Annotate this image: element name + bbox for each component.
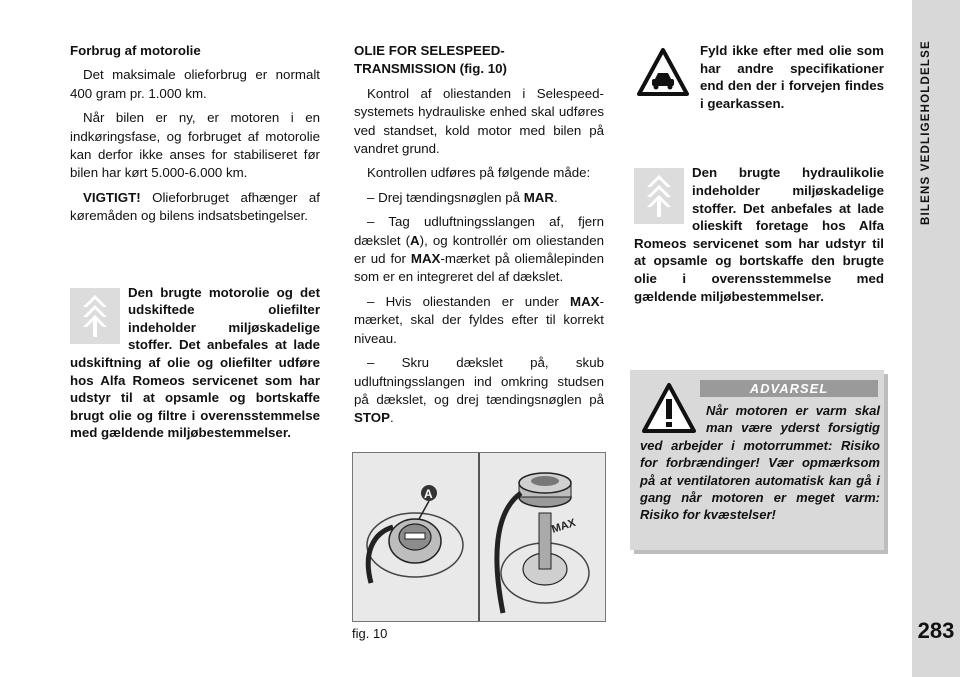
- page-number: 283: [917, 618, 955, 643]
- environment-note: [70, 284, 320, 442]
- column-selespeed-oil: [354, 42, 604, 434]
- important-text: Olieforbruget afhænger af køremåden og bilens indsatsbetingelser.: [70, 189, 320, 224]
- step-text: -mærket på oliemålepinden som er en integreret del af dækslet.: [354, 251, 604, 285]
- figure-caption: fig. 10: [352, 626, 388, 641]
- heading-oil-consumption: Forbrug af motorolie: [70, 43, 201, 58]
- warning-body: [640, 402, 880, 524]
- warning-text: Når motoren er varm skal man være yderst forsigtig ved arbejder i motorrummet: Risiko for forbrændinger! Vær opmærksom på at ventilatoren automatisk kan gå i gang når motoren er meget varm: Risiko for kvæstelser!: [640, 403, 880, 523]
- max-mark: MAX: [570, 293, 600, 309]
- figure-oil-reservoir: [352, 452, 606, 622]
- step-text: .: [554, 189, 558, 205]
- step-2: [354, 213, 604, 287]
- step-text: – Skru dækslet på, skub udluftningsslangen ind omkring studsen på dækslet, og drej tændingsnøglen på: [354, 355, 604, 407]
- step-text: .: [389, 410, 394, 426]
- step-1: [354, 189, 604, 207]
- warning-title: ADVARSEL: [700, 380, 878, 397]
- environment-note-text: Den brugte hydraulikolie indeholder miljøskadelige stoffer. Det anbefales at lade olieskift foretage hos Alfa Romeos servicenet som har udstyr til at opsamle og bortskaffe den brugte olie i overensstemmelse med gældende miljøbestemmelser.: [634, 165, 884, 304]
- environment-note-text: Den brugte motorolie og det udskiftede oliefilter indeholder miljøskadelige stoffer. Det anbefales at lade udskiftning af olie og oliefilter udføre hos Alfa Romeos servicenet som har udstyr til at opsamle og bortskaffe brugt olie og filtre i overensstemmelse med gældende miljøbestemmelser.: [70, 284, 320, 441]
- caution-text: Fyld ikke efter med olie som har andre specifikationer end den der i forvejen findes i gearkassen.: [700, 43, 884, 111]
- max-mark: MAX: [410, 251, 441, 267]
- environment-tree-icon: [70, 288, 120, 344]
- step-4: [354, 354, 604, 428]
- column-notes: [634, 42, 884, 305]
- environment-note-hydraulic: [634, 164, 884, 305]
- label-max: MAX: [550, 516, 578, 536]
- step-text: – Tag udluftningsslangen af, fjern dækslet (: [354, 214, 604, 248]
- caution-note: [634, 42, 884, 112]
- label-a: A: [424, 487, 433, 501]
- paragraph: Kontrol af oliestanden i Selespeed-systemets hydrauliske enhed skal udføres ved standset, kold motor med bilen på vandret grund.: [354, 85, 604, 157]
- step-3: [354, 293, 604, 348]
- cap-label: A: [410, 232, 420, 248]
- paragraph: Når bilen er ny, er motoren i en indkøringsfase, og forbruget af motorolie kan derfor ikke anses for stabiliseret før bilen har kørt 5.000-6.000 km.: [70, 110, 320, 181]
- reservoir-illustration: [353, 453, 605, 621]
- important-paragraph: [70, 189, 320, 226]
- column-engine-oil: [70, 42, 320, 442]
- car-caution-icon: [634, 44, 692, 100]
- step-text: -mærket, skal der fyldes efter til korrekt niveau.: [354, 293, 604, 346]
- important-label: VIGTIGT!: [83, 189, 141, 205]
- warning-box: [630, 370, 884, 550]
- step-text: – Drej tændingsnøglen på: [367, 189, 524, 205]
- environment-tree-icon: [634, 168, 684, 224]
- paragraph: Kontrollen udføres på følgende måde:: [367, 165, 591, 181]
- step-text: – Hvis oliestanden er under: [367, 293, 570, 309]
- key-position: STOP: [354, 410, 390, 426]
- key-position: MAR: [523, 189, 554, 205]
- warning-triangle-icon: [640, 380, 698, 436]
- step-text: ), og kontrollér om oliestanden er ud for: [354, 232, 604, 267]
- section-title: BILENS VEDLIGEHOLDELSE: [920, 40, 932, 225]
- paragraph: Det maksimale olieforbrug er normalt 400 gram pr. 1.000 km.: [70, 67, 320, 101]
- heading-selespeed: OLIE FOR SELESPEED-TRANSMISSION (fig. 10): [354, 43, 507, 77]
